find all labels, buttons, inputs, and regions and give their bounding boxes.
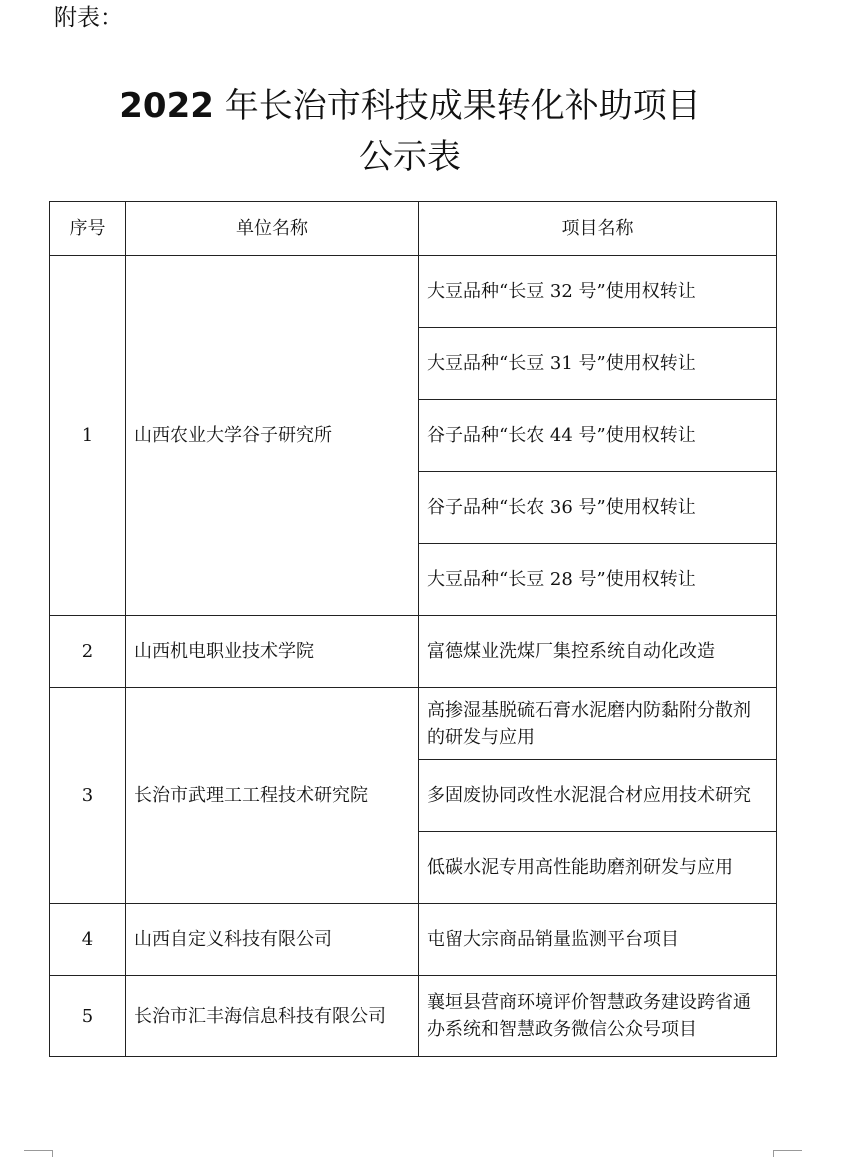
- project-cell: 多固废协同改性水泥混合材应用技术研究: [419, 760, 777, 832]
- project-cell: 谷子品种“长农 44 号”使用权转让: [419, 400, 777, 472]
- project-cell: 襄垣县营商环境评价智慧政务建设跨省通办系统和智慧政务微信公众号项目: [419, 976, 777, 1057]
- table-header-row: [50, 202, 777, 256]
- project-cell: 高掺湿基脱硫石膏水泥磨内防黏附分散剂的研发与应用: [419, 688, 777, 760]
- project-cell: 大豆品种“长豆 31 号”使用权转让: [419, 328, 777, 400]
- project-cell: 低碳水泥专用高性能助磨剂研发与应用: [419, 832, 777, 904]
- project-table: [49, 201, 777, 1057]
- seq-cell: 4: [50, 904, 126, 976]
- title-text: 年长治市科技成果转化补助项目: [213, 86, 701, 126]
- unit-cell: 山西自定义科技有限公司: [126, 904, 419, 976]
- header-seq: 序号: [50, 202, 126, 256]
- unit-cell: 山西农业大学谷子研究所: [126, 256, 419, 616]
- project-cell: 屯留大宗商品销量监测平台项目: [419, 904, 777, 976]
- unit-cell: 山西机电职业技术学院: [126, 616, 419, 688]
- project-cell: 大豆品种“长豆 32 号”使用权转让: [419, 256, 777, 328]
- unit-cell: 长治市汇丰海信息科技有限公司: [126, 976, 419, 1057]
- table-row: [50, 688, 777, 760]
- project-cell: 大豆品种“长豆 28 号”使用权转让: [419, 544, 777, 616]
- page-title: [0, 81, 820, 131]
- seq-cell: 5: [50, 976, 126, 1057]
- table-row: [50, 616, 777, 688]
- table-row: [50, 904, 777, 976]
- page-subtitle: 公示表: [359, 137, 461, 177]
- title-year: 2022: [119, 86, 214, 126]
- header-unit: 单位名称: [126, 202, 419, 256]
- unit-cell: 长治市武理工工程技术研究院: [126, 688, 419, 904]
- project-cell: 富德煤业洗煤厂集控系统自动化改造: [419, 616, 777, 688]
- seq-cell: 2: [50, 616, 126, 688]
- seq-cell: 3: [50, 688, 126, 904]
- project-cell: 谷子品种“长农 36 号”使用权转让: [419, 472, 777, 544]
- attachment-label: 附表：: [54, 5, 123, 31]
- seq-cell: 1: [50, 256, 126, 616]
- table-row: [50, 976, 777, 1057]
- header-project: 项目名称: [419, 202, 777, 256]
- table-row: [50, 256, 777, 328]
